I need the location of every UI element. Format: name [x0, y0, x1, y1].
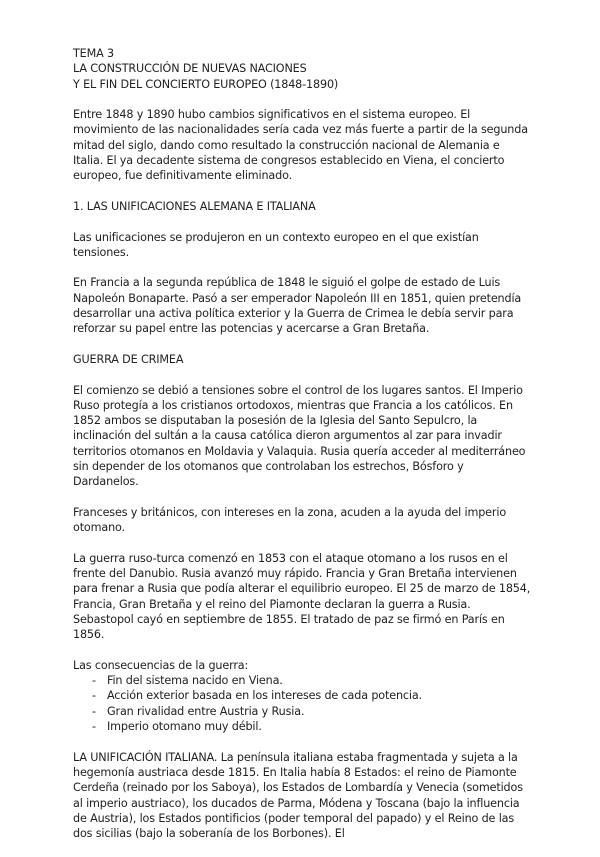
- title-line-1: TEMA 3: [73, 47, 114, 60]
- list-item: - Imperio otomano muy débil.: [92, 719, 531, 734]
- section-1-heading: 1. LAS UNIFICACIONES ALEMANA E ITALIANA: [73, 199, 316, 213]
- list-item: - Acción exterior basada en los intereses de cada potencia.: [92, 688, 531, 703]
- title-line-3: Y EL FIN DEL CONCIERTO EUROPEO (1848-1890): [73, 77, 339, 91]
- list-item: - Fin del sistema nacido en Viena.: [92, 673, 531, 688]
- section-1-paragraph-2: En Francia a la segunda república de 1848 le siguió el golpe de estado de Luis Napoleón Bonaparte. Pasó a ser emperador Napoleón III en 1851, quien pretendía desarrollar una activa política exterior y la Guerra de Crimea le debía servir para reforzar su papel entre las potencias y acercarse a Gran Bretaña.: [73, 276, 522, 336]
- section-1-paragraph-1: Las unificaciones se produjeron en un contexto europeo en el que existían tensiones.: [73, 230, 479, 259]
- document-page: [73, 46, 531, 857]
- crimea-paragraph-3: La guerra ruso-turca comenzó en 1853 con el ataque otomano a los rusos en el frente del Danubio. Rusia avanzó muy rápido. Francia y Gran Bretaña intervienen para frenar a Rusia que podía alterar el equilibrio europeo. El 25 de marzo de 1854, Francia, Gran Bretaña y el reino del Piamonte declaran la guerra a Rusia. Sebastopol cayó en septiembre de 1855. El tratado de paz se firmó en París en 1856.: [73, 551, 531, 642]
- crimea-heading: GUERRA DE CRIMEA: [73, 352, 184, 366]
- title-line-2: LA CONSTRUCCIÓN DE NUEVAS NACIONES: [73, 62, 307, 76]
- consequences-list: [73, 673, 531, 734]
- document-title: [73, 46, 531, 92]
- crimea-paragraph-2: Franceses y británicos, con intereses en la zona, acuden a la ayuda del imperio otomano.: [73, 505, 507, 535]
- intro-paragraph: Entre 1848 y 1890 hubo cambios significativos en el sistema europeo. El movimiento de las nacionalidades sería cada vez más fuerte a partir de la segunda mitad del siglo, dando como resultado la construcción nacional de Alemania e Italia. El ya decadente sistema de congresos establecido en Viena, el concierto europeo, fue definitivamente eliminado.: [73, 108, 528, 183]
- italy-paragraph-1: LA UNIFICACIÓN ITALIANA. La península italiana estaba fragmentada y sujeta a la hegemonía austriaca desde 1815. En Italia había 8 Estados: el reino de Piamonte Cerdeña (reinado por los Saboya), los Estados de Lombardía y Venecia (sometidos al imperio austriaco), los ducados de Parma, Módena y Toscana (bajo la influencia de Austria), los Estados pontificios (poder temporal del papado) y el Reino de las dos sicilias (bajo la soberanía de los Borbones). El: [73, 750, 523, 841]
- consequences-intro: Las consecuencias de la guerra:: [73, 658, 249, 672]
- crimea-paragraph-1: El comienzo se debió a tensiones sobre el control de los lugares santos. El Imperio Ruso protegía a los cristianos ortodoxos, mientras que Francia a los católicos. En 1852 ambos se disputaban la posesión de la Iglesia del Santo Sepulcro, la inclinación del sultán a la causa católica dieron argumentos al zar para invadir territorios otomanos en Moldavia y Valaquia. Rusia quería acceder al mediterráneo sin depender de los otomanos que controlaban los estrechos, Bósforo y Dardanelos.: [73, 383, 526, 489]
- list-item: - Gran rivalidad entre Austria y Rusia.: [92, 704, 531, 719]
